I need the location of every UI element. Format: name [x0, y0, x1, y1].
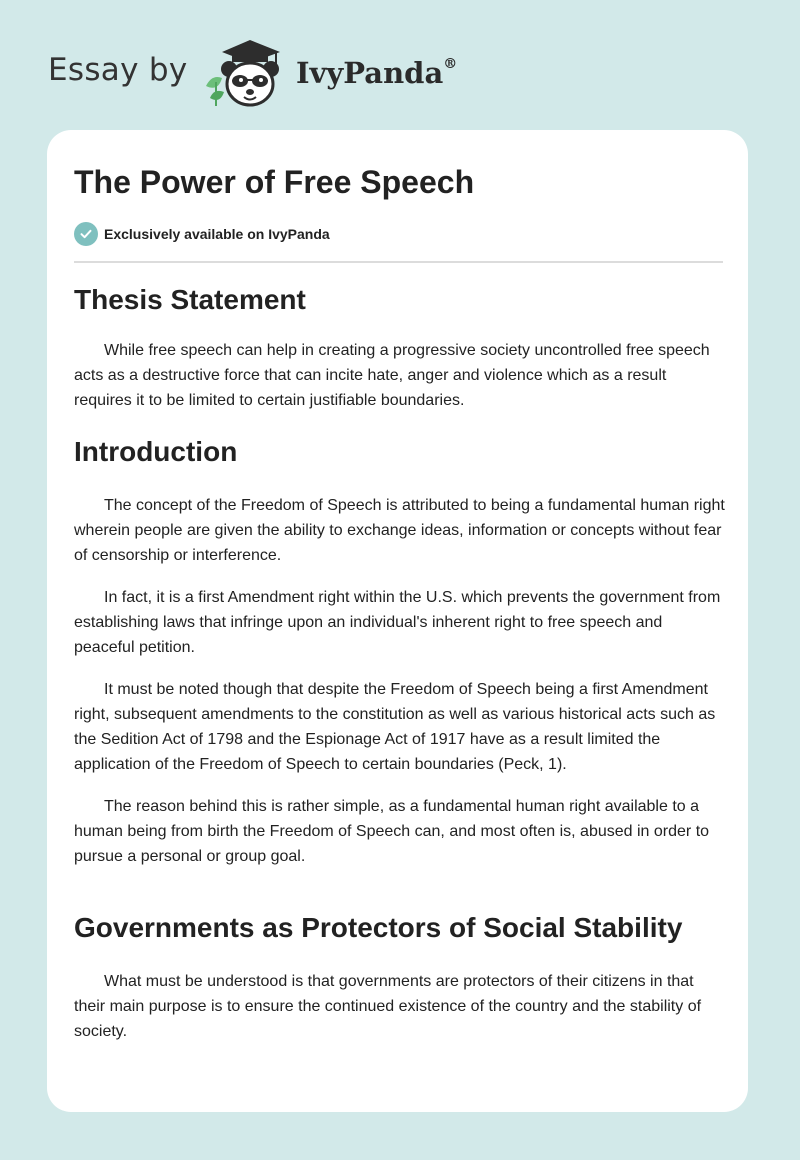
- brand-name[interactable]: IvyPanda®: [296, 56, 458, 90]
- essay-by-label: Essay by: [48, 52, 188, 88]
- exclusive-badge: [74, 222, 330, 246]
- paragraph: In fact, it is a first Amendment right within the U.S. which prevents the government from establishing laws that infringe upon an individual's inherent right to free speech and peaceful petition.: [74, 589, 721, 656]
- page-title: The Power of Free Speech: [74, 164, 475, 200]
- paragraph: The reason behind this is rather simple, as a fundamental human right available to a human being from birth the Freedom of Speech can, and most often is, abused in order to pursue a personal or group goal.: [74, 798, 710, 865]
- section-heading: Thesis Statement: [74, 284, 306, 315]
- panda-logo-icon[interactable]: [202, 36, 292, 110]
- section-thesis: [74, 284, 726, 413]
- section-governments: [74, 912, 726, 1044]
- paragraph: It must be noted though that despite the Freedom of Speech being a first Amendment right, subsequent amendments to the constitution as well as various historical acts such as the Sedition Act of 1798 and the Espionage Act of 1917 have as a result limited the application of the Freedom of Speech to certain boundaries (Peck, 1).: [74, 681, 716, 773]
- section-introduction: [74, 436, 726, 869]
- site-header: [48, 36, 568, 110]
- paragraph: While free speech can help in creating a progressive society uncontrolled free speech acts as a destructive force that can incite hate, anger and violence which as a result requires it to be limited to certain justifiable boundaries.: [74, 342, 710, 409]
- badge-label: Exclusively available on IvyPanda: [104, 226, 330, 242]
- check-icon: [74, 222, 98, 246]
- paragraph: The concept of the Freedom of Speech is attributed to being a fundamental human right wherein people are given the ability to exchange ideas, information or concepts without fear of censorship or interference.: [74, 497, 725, 564]
- title-divider: [74, 261, 723, 263]
- essay-card: [47, 130, 748, 1112]
- paragraph: What must be understood is that governments are protectors of their citizens in that their main purpose is to ensure the continued existence of the country and the stability of society.: [74, 973, 702, 1040]
- section-heading: Introduction: [74, 436, 238, 467]
- registered-mark: ®: [443, 56, 458, 73]
- section-heading: Governments as Protectors of Social Stability: [74, 912, 683, 943]
